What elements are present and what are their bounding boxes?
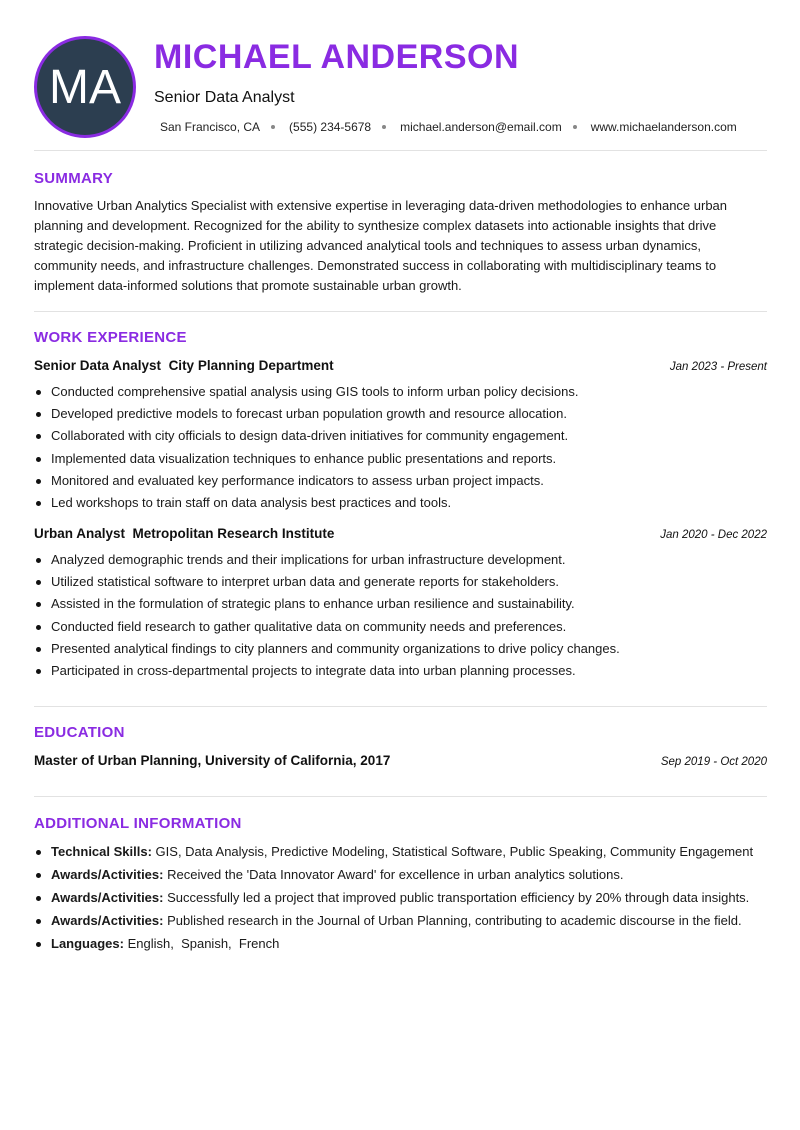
job-bullets [34,384,767,517]
list-item [34,912,767,930]
divider [34,796,767,797]
education-heading: EDUCATION [34,724,125,741]
job-role: Urban Analyst [34,526,126,541]
job-bullets [34,552,767,685]
work-experience-heading: WORK EXPERIENCE [34,329,187,346]
divider [34,311,767,312]
summary-heading: SUMMARY [34,170,114,187]
info-label: Awards/Activities: [51,867,164,882]
job-dates: Jan 2020 - Dec 2022 [660,529,767,541]
info-text: Received the 'Data Innovator Award' for excellence in urban analytics solutions. [167,867,624,882]
list-item [34,935,767,953]
additional-info-list [34,843,767,958]
education-dates: Sep 2019 - Oct 2020 [660,756,767,768]
education-entry [34,753,767,768]
divider [34,150,767,151]
info-label: Awards/Activities: [51,890,164,905]
job-company: City Planning Department [168,358,334,373]
info-label: Technical Skills: [51,844,152,859]
candidate-name: MICHAEL ANDERSON [154,38,520,76]
contact-phone[interactable]: (555) 234-5678 [289,120,372,134]
info-text: Successfully led a project that improved public transportation efficiency by 20% through data insights. [167,890,750,905]
info-text: English, Spanish, French [127,936,280,951]
list-item: Presented analytical findings to city planners and community organizations to drive policy changes. [34,641,767,657]
education-degree: Master of Urban Planning, University of California, 2017 [34,753,391,768]
contact-location: San Francisco, CA [160,120,261,134]
list-item: Developed predictive models to forecast urban population growth and resource allocation. [34,406,767,422]
summary-text: Innovative Urban Analytics Specialist with extensive expertise in leveraging data-driven methodologies to enhance urban planning and development. Recognized for the ability to synthesize complex datasets into actionable insights that drive strategic decision-making. Proficient in utilizing advanced analytical tools and techniques to assess urban dynamics, community needs, and infrastructure challenges. Demonstrated success in collaborating with multidisciplinary teams to implement data-informed solutions that promote sustainable urban growth. [34,198,728,293]
list-item: Utilized statistical software to interpret urban data and generate reports for stakeholders. [34,574,767,590]
list-item [34,866,767,884]
info-text: Published research in the Journal of Urban Planning, contributing to academic discourse in the field. [167,913,742,928]
list-item: Conducted field research to gather qualitative data on community needs and preferences. [34,619,767,635]
contact-bar [160,120,737,134]
job-role: Senior Data Analyst [34,358,162,373]
separator-dot [382,125,386,129]
info-label: Awards/Activities: [51,913,164,928]
list-item: Implemented data visualization techniques to enhance public presentations and reports. [34,451,767,467]
list-item: Monitored and evaluated key performance indicators to assess urban project impacts. [34,473,767,489]
separator-dot [271,125,275,129]
list-item: Assisted in the formulation of strategic plans to enhance urban resilience and sustainability. [34,596,767,612]
avatar [34,36,136,138]
job-header [34,526,767,541]
candidate-title: Senior Data Analyst [154,89,295,106]
job-title-line [34,526,334,541]
list-item: Collaborated with city officials to design data-driven initiatives for community engagement. [34,428,767,444]
list-item: Participated in cross-departmental projects to integrate data into urban planning processes. [34,663,767,679]
list-item [34,843,767,861]
list-item [34,889,767,907]
divider [34,706,767,707]
job-company: Metropolitan Research Institute [132,526,335,541]
additional-info-heading: ADDITIONAL INFORMATION [34,815,242,832]
job-dates: Jan 2023 - Present [669,361,767,373]
info-label: Languages: [51,936,124,951]
list-item: Conducted comprehensive spatial analysis using GIS tools to inform urban policy decisions. [34,384,767,400]
list-item: Led workshops to train staff on data analysis best practices and tools. [34,495,767,511]
separator-dot [573,125,577,129]
job-header [34,358,767,373]
avatar-initials: MA [49,60,121,114]
list-item: Analyzed demographic trends and their implications for urban infrastructure development. [34,552,767,568]
contact-website[interactable]: www.michaelanderson.com [590,120,737,134]
job-title-line [34,358,334,373]
contact-email[interactable]: michael.anderson@email.com [400,120,562,134]
info-text: GIS, Data Analysis, Predictive Modeling, Statistical Software, Public Speaking, Community Engagement [155,844,754,859]
